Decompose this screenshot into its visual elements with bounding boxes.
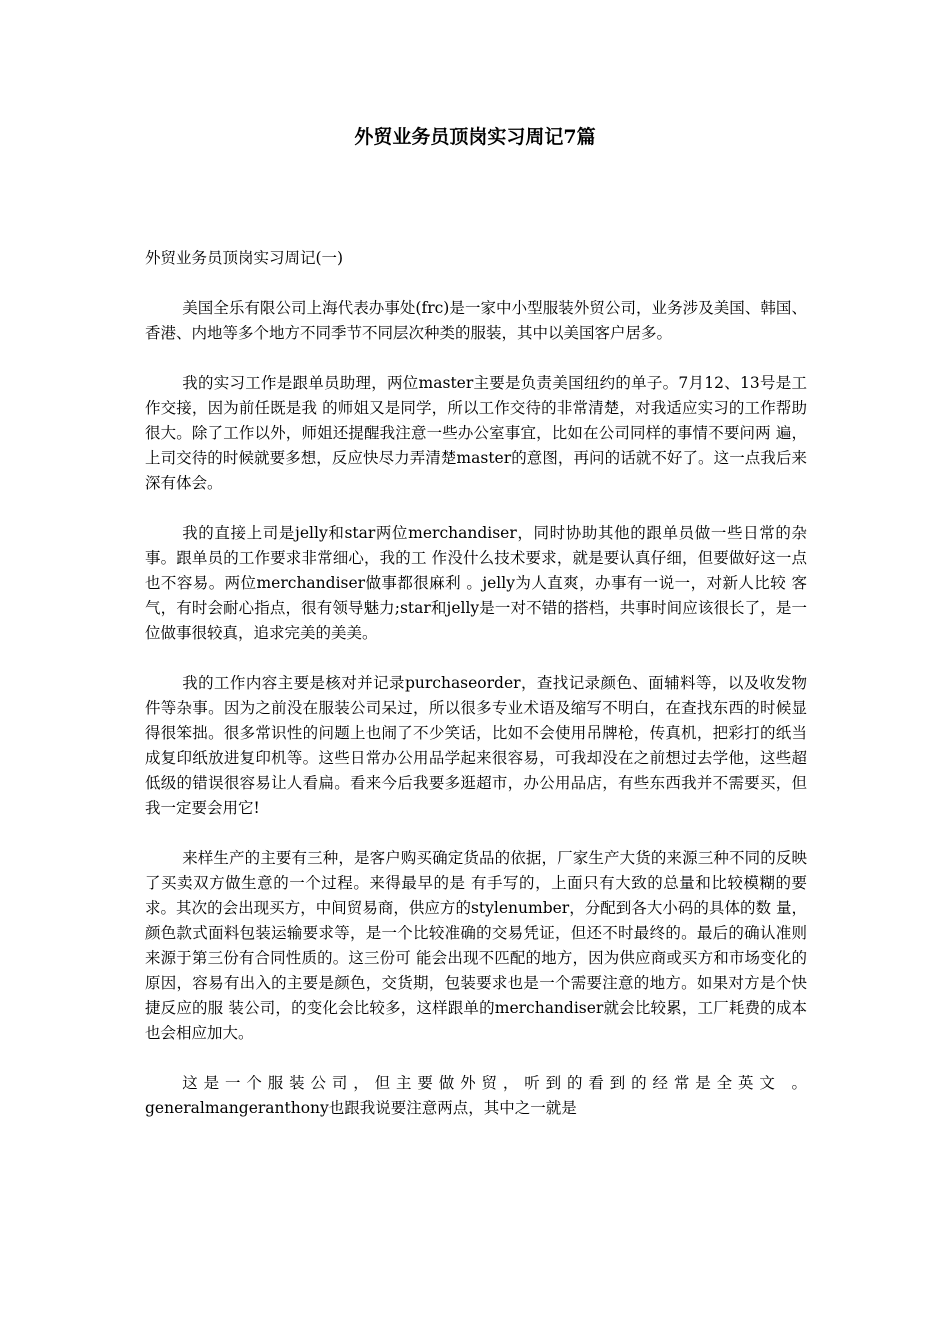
- paragraph-sample-production: 来样生产的主要有三种，是客户购买确定货品的依据，厂家生产大货的来源三种不同的反映了买卖双方做生意的一个过程。来得最早的是 有手写的，上面只有大致的总量和比较模糊的要求。其次的会出现买方，中间贸易商，供应方的stylenumber，分配到各大小码的具体的数 量，颜色款式面料包装运输要求等，是一个比较准确的交易凭证，但还不时最终的。最后的确认准则来源于第三份有合同性质的。这三份可 能会出现不匹配的地方，因为供应商或买方和市场变化的原因，容易有出入的主要是颜色，交货期，包装要求也是一个需要注意的地方。如果对方是个快捷反应的服 装公司，的变化会比较多，这样跟单的merchandiser就会比较累，工厂耗费的成本也会相应加大。: [145, 849, 807, 1042]
- section-heading: 外贸业务员顶岗实习周记(一): [145, 249, 344, 267]
- paragraph-english-environment: 这是一个服装公司，但主要做外贸，听到的看到的经常是全英文 。generalmangeranthony也跟我说要注意两点，其中之一就是: [145, 1074, 807, 1117]
- paragraph-supervisors: 我的直接上司是jelly和star两位merchandiser，同时协助其他的跟单员做一些日常的杂事。跟单员的工作要求非常细心，我的工 作没什么技术要求，就是要认真仔细，但要做好这一点也不容易。两位merchandiser做事都很麻利 。jelly为人直爽，办事有一说一，对新人比较 客气，有时会耐心指点，很有领导魅力;star和jelly是一对不错的搭档，共事时间应该很长了，是一位做事很较真，追求完美的美美。: [145, 524, 807, 642]
- document-body: [145, 246, 807, 1146]
- paragraph-company-intro: 美国全乐有限公司上海代表办事处(frc)是一家中小型服装外贸公司，业务涉及美国、韩国、香港、内地等多个地方不同季节不同层次种类的服装，其中以美国客户居多。: [145, 299, 807, 342]
- document-title: 外贸业务员顶岗实习周记7篇: [354, 126, 596, 148]
- paragraph-work-content: 我的工作内容主要是核对并记录purchaseorder，查找记录颜色、面辅料等，以及收发物件等杂事。因为之前没在服装公司呆过，所以很多专业术语及缩写不明白，在查找东西的时候显得很笨拙。很多常识性的问题上也闹了不少笑话，比如不会使用吊牌枪，传真机，把彩打的纸当成复印纸放进复印机等。这些日常办公用品学起来很容易，可我却没在之前想过去学他，这些超低级的错误很容易让人看扁。看来今后我要多逛超市，办公用品店，有些东西我并不需要买，但我一定要会用它!: [145, 674, 807, 817]
- paragraph-internship-role: 我的实习工作是跟单员助理，两位master主要是负责美国纽约的单子。7月12、13号是工作交接，因为前任既是我 的师姐又是同学，所以工作交待的非常清楚，对我适应实习的工作帮助很大。除了工作以外，师姐还提醒我注意一些办公室事宜，比如在公司同样的事情不要问两 遍，上司交待的时候就要多想，反应快尽力弄清楚master的意图，再问的话就不好了。这一点我后来深有体会。: [145, 374, 807, 492]
